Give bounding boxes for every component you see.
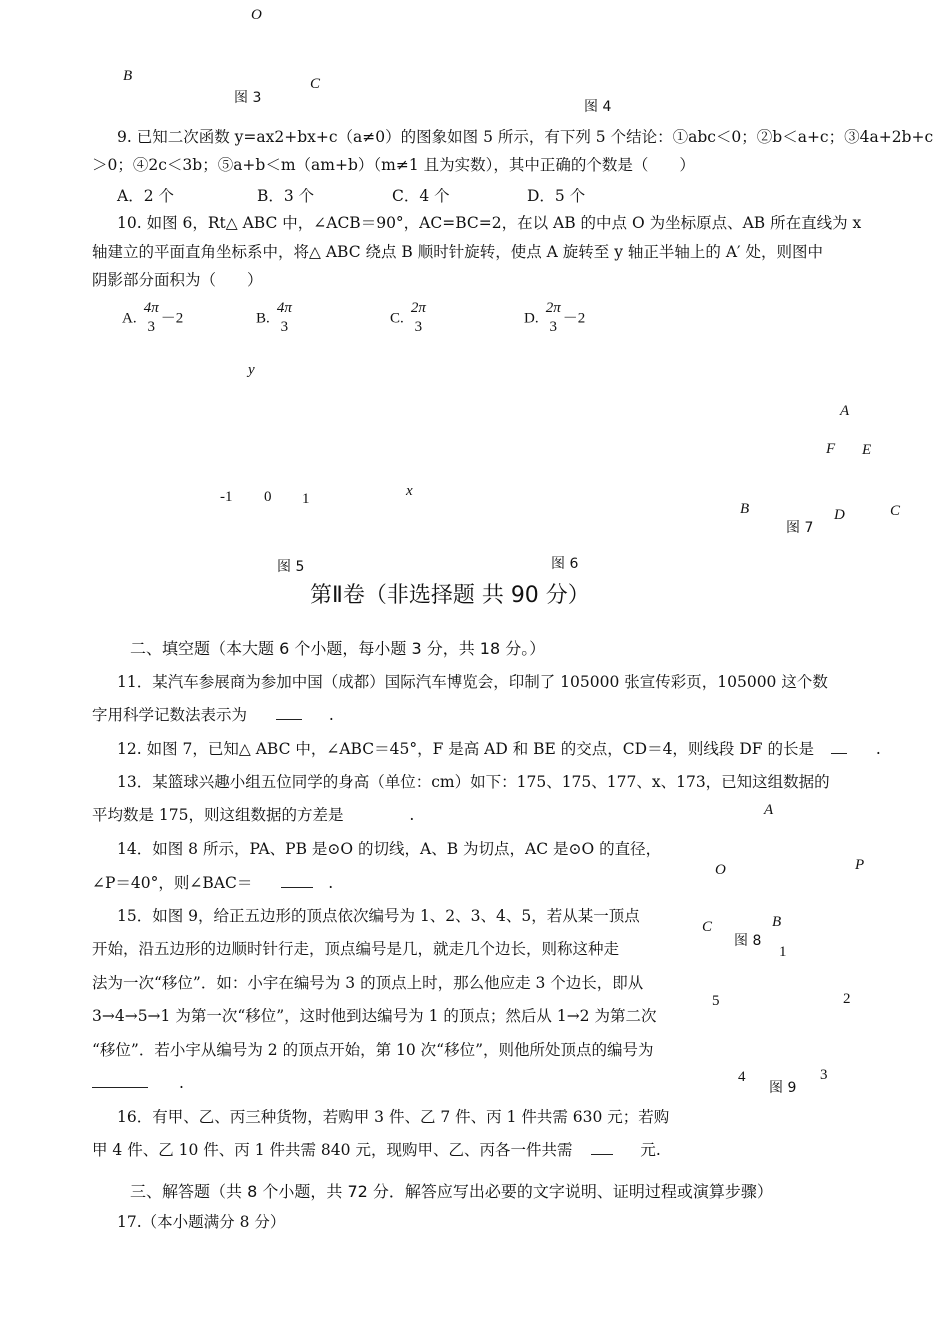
fig5-y-label: y xyxy=(248,362,255,378)
option-prefix: B. xyxy=(256,310,270,327)
q12-line xyxy=(117,739,881,759)
q9-option-c: C．4 个 xyxy=(392,187,450,205)
q15-line2: 开始，沿五边形的边顺时针行走，顶点编号是几，就走几个边长，则称这种走 xyxy=(92,940,620,958)
answer-blank xyxy=(831,753,847,754)
q9-option-a: A．2 个 xyxy=(117,187,174,205)
fraction xyxy=(277,299,292,337)
q15-line6 xyxy=(92,1073,184,1093)
fig7-caption: 图 7 xyxy=(786,520,814,536)
fig3-label-o: O xyxy=(251,7,262,23)
period: . xyxy=(328,874,334,892)
fig6-x-label: x xyxy=(406,483,413,499)
denominator: 3 xyxy=(147,319,155,335)
fig7-label-c: C xyxy=(890,503,901,519)
fig8-label-p: P xyxy=(855,857,865,873)
fig8-label-o: O xyxy=(715,862,726,878)
q11-line2 xyxy=(92,705,334,725)
fig7-label-e: E xyxy=(862,442,872,458)
q16-line1: 16．有甲、乙、丙三种货物，若购甲 3 件、乙 7 件、丙 1 件共需 630 元；若购 xyxy=(117,1108,670,1126)
q11-line1: 11．某汽车参展商为参加中国（成都）国际汽车博览会，印制了 105000 张宣传彩页，105000 这个数 xyxy=(117,673,828,691)
option-prefix: C. xyxy=(390,310,404,327)
q15-line3: 法为一次“移位”．如：小宇在编号为 3 的顶点上时，那么他应走 3 个边长，即从 xyxy=(92,974,644,992)
fig8-label-b: B xyxy=(772,914,782,930)
q14-line2 xyxy=(92,873,333,893)
option-prefix: A. xyxy=(122,310,137,327)
section2-heading: 二、填空题（本大题 6 个小题，每小题 3 分，共 18 分。） xyxy=(130,639,546,658)
fig5-tick-1: 1 xyxy=(302,491,310,507)
fig8-label-a: A xyxy=(764,802,774,818)
fig6-caption: 图 6 xyxy=(551,556,579,572)
fig4-caption: 图 4 xyxy=(584,99,612,115)
fig9-vertex-4: 4 xyxy=(738,1069,746,1085)
q13-text: 平均数是 175，则这组数据的方差是 xyxy=(92,806,344,824)
numerator: 2π xyxy=(410,300,426,316)
period: . xyxy=(178,1074,184,1092)
numerator: 4π xyxy=(276,300,292,316)
fig9-vertex-2: 2 xyxy=(843,991,851,1007)
q10-option-a xyxy=(122,299,183,337)
q15-line1: 15．如图 9，给正五边形的顶点依次编号为 1、2、3、4、5，若从某一顶点 xyxy=(117,907,640,925)
q9-option-d: D．5 个 xyxy=(527,187,586,205)
fig7-label-f: F xyxy=(826,441,836,457)
q10-line2: 轴建立的平面直角坐标系中，将△ ABC 绕点 B 顺时针旋转，使点 A 旋转至 y 轴正半轴上的 A′ 处，则图中 xyxy=(92,243,823,261)
q15-line5: “移位”．若小宇从编号为 2 的顶点开始，第 10 次“移位”，则他所处顶点的编号为 xyxy=(92,1041,654,1059)
fig5-tick-neg1: -1 xyxy=(220,489,233,505)
q10-line3: 阴影部分面积为（ ） xyxy=(92,271,263,289)
q9-line2: ＞0；④2c＜3b；⑤a+b＜m（am+b）（m≠1 且为实数），其中正确的个数是（ ） xyxy=(92,156,695,174)
q11-text: 字用科学记数法表示为 xyxy=(92,706,248,724)
answer-blank xyxy=(281,887,313,888)
answer-blank xyxy=(276,719,302,720)
part2-title: 第Ⅱ卷（非选择题 共 90 分） xyxy=(310,583,590,608)
period: . xyxy=(328,706,334,724)
numerator: 2π xyxy=(545,300,561,316)
q14-line1: 14．如图 8 所示，PA、PB 是⊙O 的切线，A、B 为切点，AC 是⊙O 的直径， xyxy=(117,840,662,858)
fig8-caption: 图 8 xyxy=(734,933,762,949)
q10-option-b xyxy=(256,299,294,337)
fig3-caption: 图 3 xyxy=(234,90,262,106)
q14-text: ∠P＝40°，则∠BAC＝ xyxy=(92,874,253,892)
fig5-caption: 图 5 xyxy=(277,559,305,575)
option-prefix: D. xyxy=(524,310,539,327)
q10-option-d xyxy=(524,299,585,337)
fig9-caption: 图 9 xyxy=(769,1080,797,1096)
q9-option-b: B．3 个 xyxy=(257,187,315,205)
q15-line4: 3→4→5→1 为第一次“移位”，这时他到达编号为 1 的顶点；然后从 1→2 为第二次 xyxy=(92,1007,657,1025)
fig7-label-b: B xyxy=(740,501,750,517)
q9-line1: 9. 已知二次函数 y=ax2+bx+c（a≠0）的图象如图 5 所示，有下列 5 个结论：①abc＜0；②b＜a+c；③4a+2b+c xyxy=(117,128,934,146)
q13-line2 xyxy=(92,805,414,825)
period: . xyxy=(409,806,415,824)
fig7-label-d: D xyxy=(834,507,845,523)
q16-text: 甲 4 件、乙 10 件、丙 1 件共需 840 元，现购甲、乙、丙各一件共需 xyxy=(92,1141,573,1159)
fig7-label-a: A xyxy=(840,403,850,419)
denominator: 3 xyxy=(414,319,423,335)
fig5-tick-0: 0 xyxy=(264,489,272,505)
fig3-label-b: B xyxy=(123,68,133,84)
q13-line1: 13．某篮球兴趣小组五位同学的身高（单位：cm）如下：175、175、177、x、173，已知这组数据的 xyxy=(117,773,830,791)
denominator: 3 xyxy=(549,319,557,335)
q12-text: 12. 如图 7，已知△ ABC 中，∠ABC＝45°，F 是高 AD 和 BE 的交点，CD＝4，则线段 DF 的长是 xyxy=(117,740,814,758)
q16-line2 xyxy=(92,1140,661,1160)
fig9-vertex-5: 5 xyxy=(712,993,720,1009)
fraction xyxy=(144,299,159,337)
unit-yuan: 元. xyxy=(640,1141,661,1159)
q17-heading: 17.（本小题满分 8 分） xyxy=(117,1213,286,1231)
fig9-vertex-1: 1 xyxy=(779,944,787,960)
answer-blank xyxy=(591,1154,613,1155)
numerator: 4π xyxy=(143,300,159,316)
fraction xyxy=(546,299,561,337)
answer-blank xyxy=(92,1087,148,1088)
fig8-label-c: C xyxy=(702,919,713,935)
denominator: 3 xyxy=(280,319,289,335)
period: . xyxy=(875,740,881,758)
fraction xyxy=(411,299,426,337)
option-suffix: －2 xyxy=(562,310,586,327)
fig3-label-c: C xyxy=(310,76,321,92)
q10-option-c xyxy=(390,299,428,337)
option-suffix: －2 xyxy=(160,310,184,327)
section3-heading: 三、解答题（共 8 个小题，共 72 分．解答应写出必要的文字说明、证明过程或演算步骤） xyxy=(130,1182,773,1201)
q10-line1: 10. 如图 6，Rt△ ABC 中，∠ACB＝90°，AC=BC=2，在以 AB 的中点 O 为坐标原点、AB 所在直线为 x xyxy=(117,214,862,232)
fig9-vertex-3: 3 xyxy=(820,1067,828,1083)
